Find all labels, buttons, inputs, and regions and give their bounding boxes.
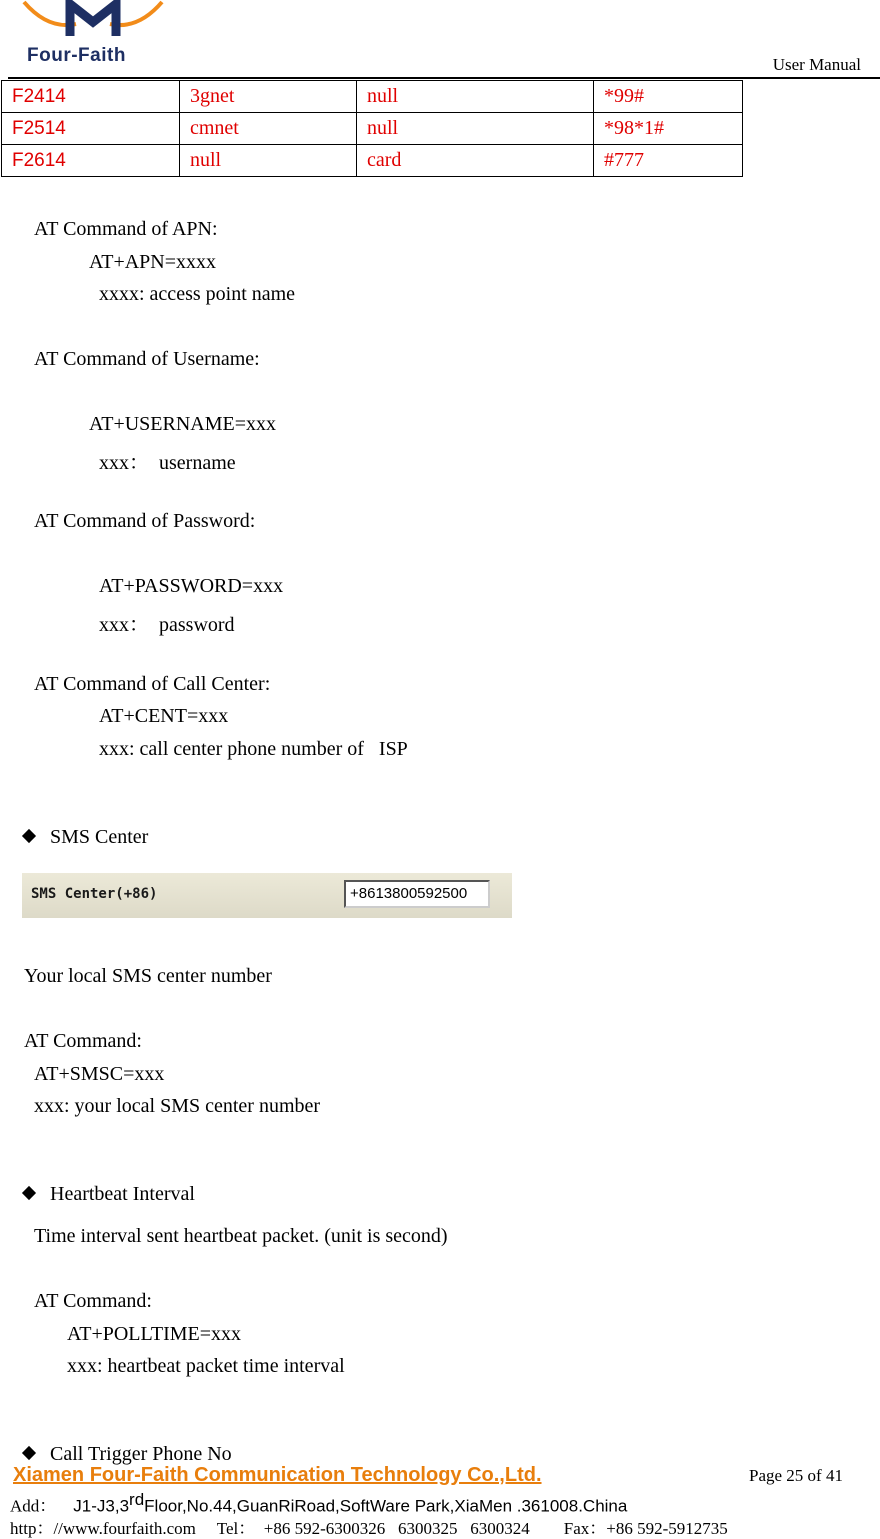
- heartbeat-heading-text: Heartbeat Interval: [50, 1183, 195, 1205]
- sms-center-heading-text: SMS Center: [50, 826, 149, 848]
- apn-description: xxxx: access point name: [99, 283, 296, 305]
- table-cell: 3gnet: [180, 81, 357, 113]
- footer-contact: http：//www.fourfaith.com Tel： +86 592-6300326 6300325 6300324 Fax：+86 592-5912735: [10, 1519, 728, 1538]
- table-cell: cmnet: [180, 113, 357, 145]
- table-cell: F2514: [2, 113, 180, 145]
- sms-at-title: AT Command:: [24, 1030, 142, 1052]
- table-cell: null: [357, 113, 594, 145]
- heartbeat-description: Time interval sent heartbeat packet. (unit is second): [34, 1225, 448, 1247]
- heartbeat-at-title: AT Command:: [34, 1290, 152, 1312]
- sms-center-input[interactable]: +8613800592500: [344, 880, 490, 908]
- diamond-bullet-icon: [22, 829, 36, 843]
- call-center-description: xxx: call center phone number of ISP: [99, 738, 408, 760]
- footer-company-link[interactable]: Xiamen Four-Faith Communication Technology Co.,Ltd.: [13, 1464, 542, 1486]
- table-row: [2, 113, 743, 145]
- sms-center-heading: [14, 803, 148, 849]
- heartbeat-command: AT+POLLTIME=xxx: [67, 1323, 242, 1345]
- table-cell: card: [357, 145, 594, 177]
- diamond-bullet-icon: [22, 1446, 36, 1460]
- doc-label: User Manual: [772, 55, 861, 74]
- footer-address: [10, 1490, 627, 1517]
- username-command: AT+USERNAME=xxx: [89, 413, 277, 435]
- table-cell: *98*1#: [594, 113, 743, 145]
- header-divider: [8, 77, 880, 79]
- address-label: Add：: [10, 1496, 57, 1516]
- heartbeat-command-description: xxx: heartbeat packet time interval: [67, 1355, 345, 1377]
- address-rest: Floor,No.44,GuanRiRoad,SoftWare Park,XiaMen .361008.China: [144, 1496, 628, 1516]
- call-trigger-heading-text: Call Trigger Phone No: [50, 1443, 232, 1465]
- table-cell: F2414: [2, 81, 180, 113]
- apn-command: AT+APN=xxxx: [89, 251, 217, 273]
- call-trigger-heading: [14, 1420, 232, 1466]
- password-description: xxx： password: [99, 614, 235, 636]
- sms-center-description: Your local SMS center number: [24, 965, 272, 987]
- password-command: AT+PASSWORD=xxx: [99, 575, 284, 597]
- call-center-title: AT Command of Call Center:: [34, 673, 271, 695]
- username-description: xxx： username: [99, 452, 236, 474]
- sms-center-widget: [22, 873, 512, 918]
- sms-command: AT+SMSC=xxx: [34, 1063, 165, 1085]
- table-cell: #777: [594, 145, 743, 177]
- table-cell: F2614: [2, 145, 180, 177]
- address-superscript: rd: [129, 1490, 145, 1509]
- page-number: Page 25 of 41: [749, 1466, 843, 1485]
- table-row: [2, 81, 743, 113]
- sms-command-description: xxx: your local SMS center number: [34, 1095, 321, 1117]
- username-title: AT Command of Username:: [34, 348, 260, 370]
- diamond-bullet-icon: [22, 1186, 36, 1200]
- table-cell: *99#: [594, 81, 743, 113]
- table-row: [2, 145, 743, 177]
- heartbeat-heading: [14, 1160, 195, 1206]
- apn-table: [1, 80, 743, 177]
- sms-center-label: SMS Center(+86): [31, 886, 158, 902]
- table-cell: null: [357, 81, 594, 113]
- apn-title: AT Command of APN:: [34, 218, 218, 240]
- password-title: AT Command of Password:: [34, 510, 256, 532]
- address-prefix: J1-J3,3: [73, 1496, 130, 1516]
- call-center-command: AT+CENT=xxx: [99, 705, 229, 727]
- logo-text: Four-Faith: [27, 45, 126, 66]
- table-cell: null: [180, 145, 357, 177]
